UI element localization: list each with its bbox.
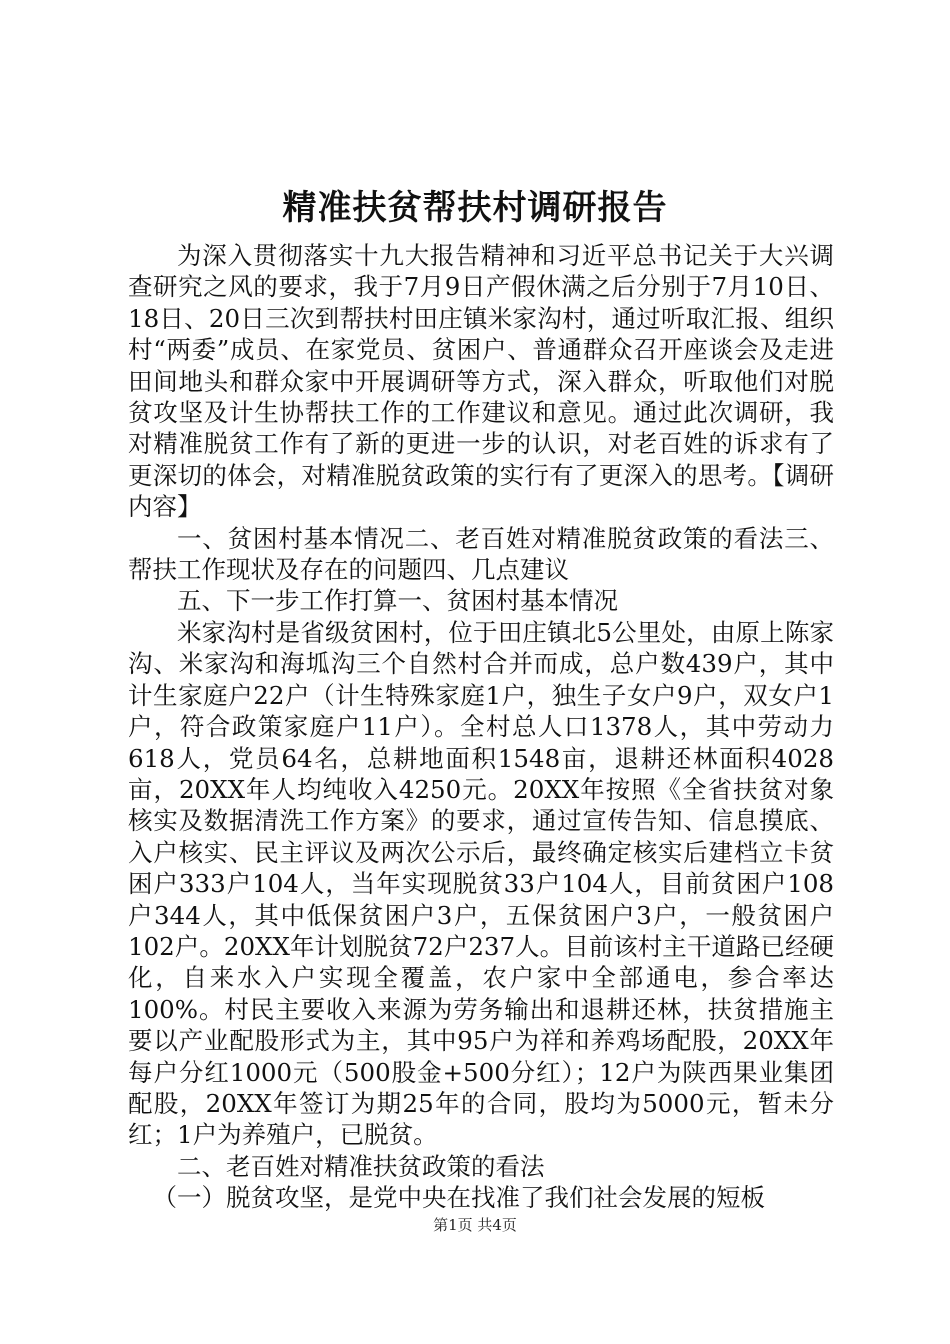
- paragraph-village-info: 米家沟村是省级贫困村，位于田庄镇北5公里处，由原上陈家沟、米家沟和海坬沟三个自然村合并而成，总户数439户，其中计生家庭户22户（计生特殊家庭1户，独生子女户9户，双女户1户，符合政策家庭户11户）。全村总人口1378人，其中劳动力618人，党员64名，总耕地面积1548亩，退耕还林面积4028亩，20XX年人均纯收入4250元。20XX年按照《全省扶贫对象核实及数据清洗工作方案》的要求，通过宣传告知、信息摸底、入户核实、民主评议及两次公示后，最终确定核实后建档立卡贫困户333户104人，当年实现脱贫33户104人，目前贫困户108户344人，其中低保贫困户3户，五保贫困户3户，一般贫困户102户。20XX年计划脱贫72户237人。目前该村主干道路已经硬化，自来水入户实现全覆盖，农户家中全部通电，参合率达100%。村民主要收入来源为劳务输出和退耕还林，扶贫措施主要以产业配股形式为主，其中95户为祥和养鸡场配股，20XX年每户分红1000元（500股金+500分红）；12户为陕西果业集团配股，20XX年签订为期25年的合同，股均为5000元，暂未分红；1户为养殖户，已脱贫。: [128, 617, 834, 1150]
- paragraph-outline-1: 一、贫困村基本情况二、老百姓对精准脱贫政策的看法三、帮扶工作现状及存在的问题四、几点建议: [128, 523, 834, 585]
- document-body: [128, 240, 834, 1214]
- paragraph-intro: 为深入贯彻落实十九大报告精神和习近平总书记关于大兴调查研究之风的要求，我于7月9日产假休满之后分别于7月10日、18日、20日三次到帮扶村田庄镇米家沟村，通过听取汇报、组织村“两委”成员、在家党员、贫困户、普通群众召开座谈会及走进田间地头和群众家中开展调研等方式，深入群众，听取他们对脱贫攻坚及计生协帮扶工作的工作建议和意见。通过此次调研，我对精准脱贫工作有了新的更进一步的认识，对老百姓的诉求有了更深切的体会，对精准脱贫政策的实行有了更深入的思考。【调研内容】: [128, 241, 834, 522]
- document-title: 精准扶贫帮扶村调研报告: [282, 188, 668, 228]
- page-footer: 第1页 共4页: [433, 1216, 517, 1234]
- paragraph-section-2-item-1: （一）脱贫攻坚，是党中央在找准了我们社会发展的短板: [152, 1183, 765, 1213]
- paragraph-outline-2: 五、下一步工作打算一、贫困村基本情况: [177, 586, 618, 616]
- paragraph-section-2-heading: 二、老百姓对精准扶贫政策的看法: [177, 1151, 545, 1181]
